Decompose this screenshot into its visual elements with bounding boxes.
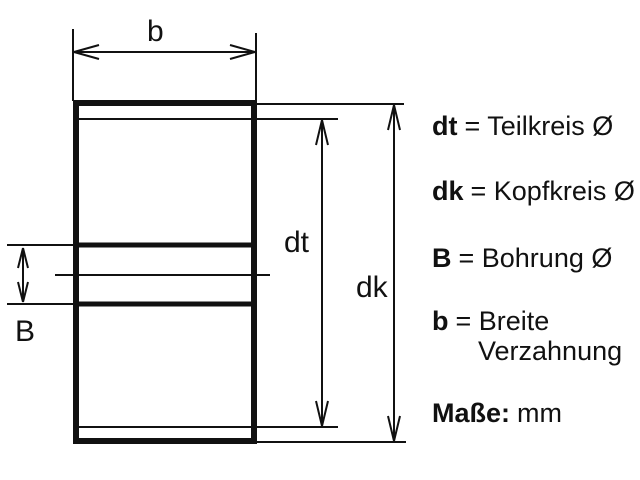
legend-units [432, 400, 562, 427]
legend-key-B: B [432, 243, 452, 273]
legend-entry-B [432, 245, 612, 272]
pitch-diameter-label: dt [284, 226, 310, 259]
legend-entry-dk [432, 178, 635, 205]
legend-entry-b [432, 308, 549, 335]
outer-diameter-label: dk [356, 271, 388, 304]
legend-units-value: mm [517, 398, 562, 428]
legend-key-dk: dk [432, 176, 464, 206]
legend-value-b: = Breite [455, 306, 550, 336]
legend-key-b: b [432, 306, 449, 336]
legend-entry-b-wrap: Verzahnung [478, 336, 623, 366]
legend-value-dk: = Kopfkreis Ø [470, 176, 635, 206]
legend-units-key: Maße: [432, 398, 511, 428]
gear-body-outline [76, 103, 254, 441]
legend-entry-dt [432, 113, 613, 140]
width-dimension-label: b [147, 15, 164, 48]
legend-key-dt: dt [432, 111, 458, 141]
legend-value-dt: = Teilkreis Ø [464, 111, 614, 141]
bore-diameter-label: B [15, 315, 36, 348]
legend-value-B: = Bohrung Ø [458, 243, 613, 273]
